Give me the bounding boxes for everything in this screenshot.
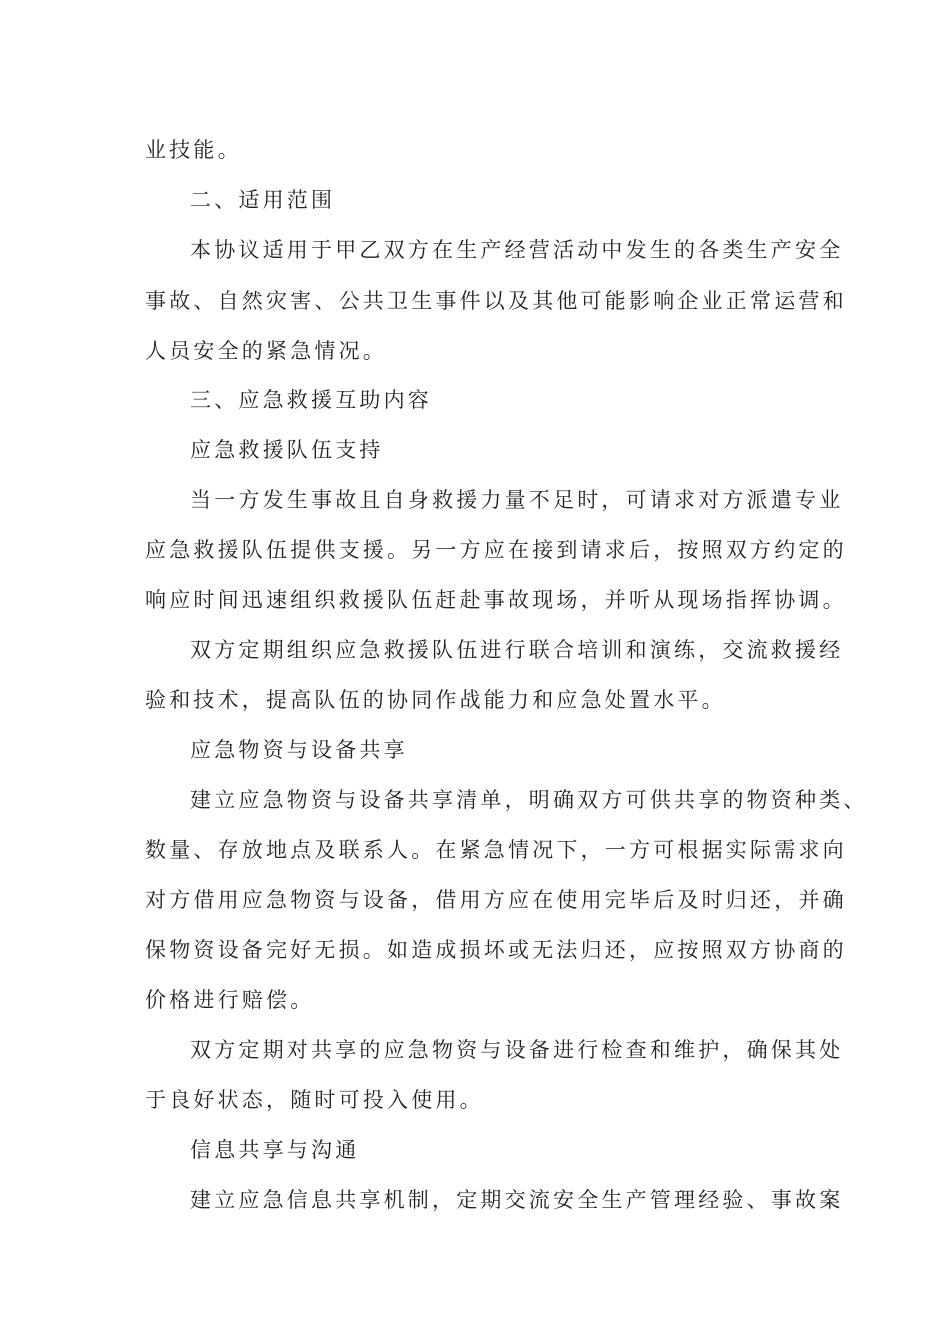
section-heading: 二、适用范围 [190,188,336,212]
subsection-heading: 应急物资与设备共享 [190,738,408,762]
text-line: 保物资设备完好无损。如造成损坏或无法归还，应按照双方协商的 [145,938,847,962]
text-line: 建立应急物资与设备共享清单，明确双方可供共享的物资种类、 [190,788,868,812]
text-line: 当一方发生事故且自身救援力量不足时，可请求对方派遣专业 [190,488,844,512]
text-line: 本协议适用于甲乙双方在生产经营活动中发生的各类生产安全 [190,238,844,262]
text-line: 应急救援队伍提供支援。另一方应在接到请求后，按照双方约定的 [145,538,847,562]
text-line: 业技能。 [145,138,242,162]
subsection-heading: 信息共享与沟通 [190,1138,360,1162]
text-line: 建立应急信息共享机制，定期交流安全生产管理经验、事故案 [190,1188,844,1212]
text-line: 事故、自然灾害、公共卫生事件以及其他可能影响企业正常运营和 [145,289,847,313]
text-line: 于良好状态，随时可投入使用。 [145,1088,484,1112]
section-heading: 三、应急救援互助内容 [190,388,432,412]
text-line: 双方定期组织应急救援队伍进行联合培训和演练，交流救援经 [190,638,844,662]
text-line: 数量、存放地点及联系人。在紧急情况下，一方可根据实际需求向 [145,838,847,862]
text-line: 验和技术，提高队伍的协同作战能力和应急处置水平。 [145,688,726,712]
text-line: 响应时间迅速组织救援队伍赶赴事故现场，并听从现场指挥协调。 [145,588,847,612]
text-line: 人员安全的紧急情况。 [145,339,387,363]
text-line: 对方借用应急物资与设备，借用方应在使用完毕后及时归还，并确 [145,888,847,912]
text-line: 双方定期对共享的应急物资与设备进行检查和维护，确保其处 [190,1038,844,1062]
text-line: 价格进行赔偿。 [145,988,315,1012]
subsection-heading: 应急救援队伍支持 [190,438,384,462]
